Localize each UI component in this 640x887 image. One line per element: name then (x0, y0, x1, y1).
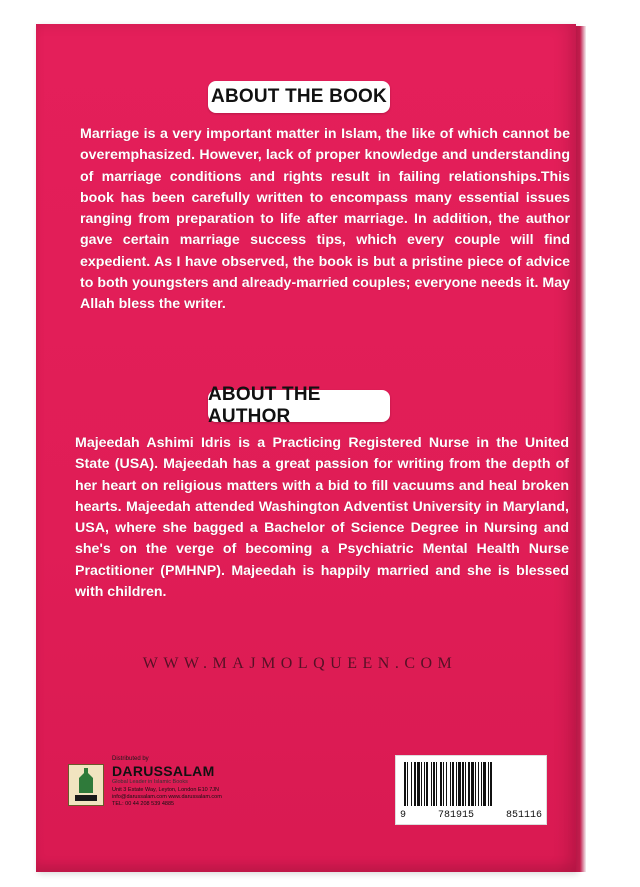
about-book-text: Marriage is a very important matter in Islam, the like of which cannot be overemphasized. However, lack of proper knowledge and understanding of marriage conditions and rights result in failing relationships.This book has been carefully written to encompass many essential issues ranging from preparation to life after marriage. In addition, the author gave certain marriage success tips, which every couple will find expedient. As I have observed, the book is but a pristine piece of advice to both youngsters and already-married couples; everyone needs it. May Allah bless the writer. (80, 126, 570, 313)
barcode-digit-group-3: 851116 (505, 810, 542, 821)
publisher-address: Unit 3 Estate Way, Leyton, London E10 7JN (112, 787, 220, 793)
about-author-heading: ABOUT THE AUTHOR (208, 390, 390, 422)
about-book-heading: ABOUT THE BOOK (208, 81, 390, 113)
publisher-email: info@darussalam.com www.darussalam.com (112, 794, 222, 800)
website-url: WWW.MAJMOLQUEEN.COM (142, 655, 458, 672)
barcode-digit-group-1: 9 (400, 810, 407, 821)
about-author-text: Majeedah Ashimi Idris is a Practicing Registered Nurse in the United State (USA). Majeedah has a great passion for writing from the depth of her heart on religious matters with a bid to fill vacuums and heal broken hearts. Majeedah attended Washington Adventist University in Maryland, USA, where she bagged a Bachelor of Science Degree in Nursing and she's on the verge of becoming a Psychiatric Mental Health Nurse Practitioner (PMHNP). Majeedah is happily married and she is blessed with children. (75, 435, 569, 601)
barcode-bars (404, 762, 538, 806)
barcode-digit-group-2: 781915 (437, 810, 474, 821)
publisher-tagline: Global Leader in Islamic Books (112, 779, 188, 785)
publisher-name: DARUSSALAM (112, 763, 215, 779)
darussalam-logo-icon (68, 764, 104, 806)
distributed-by-label: Distributed by (112, 756, 149, 762)
publisher-block (68, 756, 258, 816)
isbn-barcode (395, 755, 547, 825)
book-spine-edge (576, 26, 586, 872)
publisher-phone: TEL: 00 44 208 539 4885 (112, 801, 175, 807)
